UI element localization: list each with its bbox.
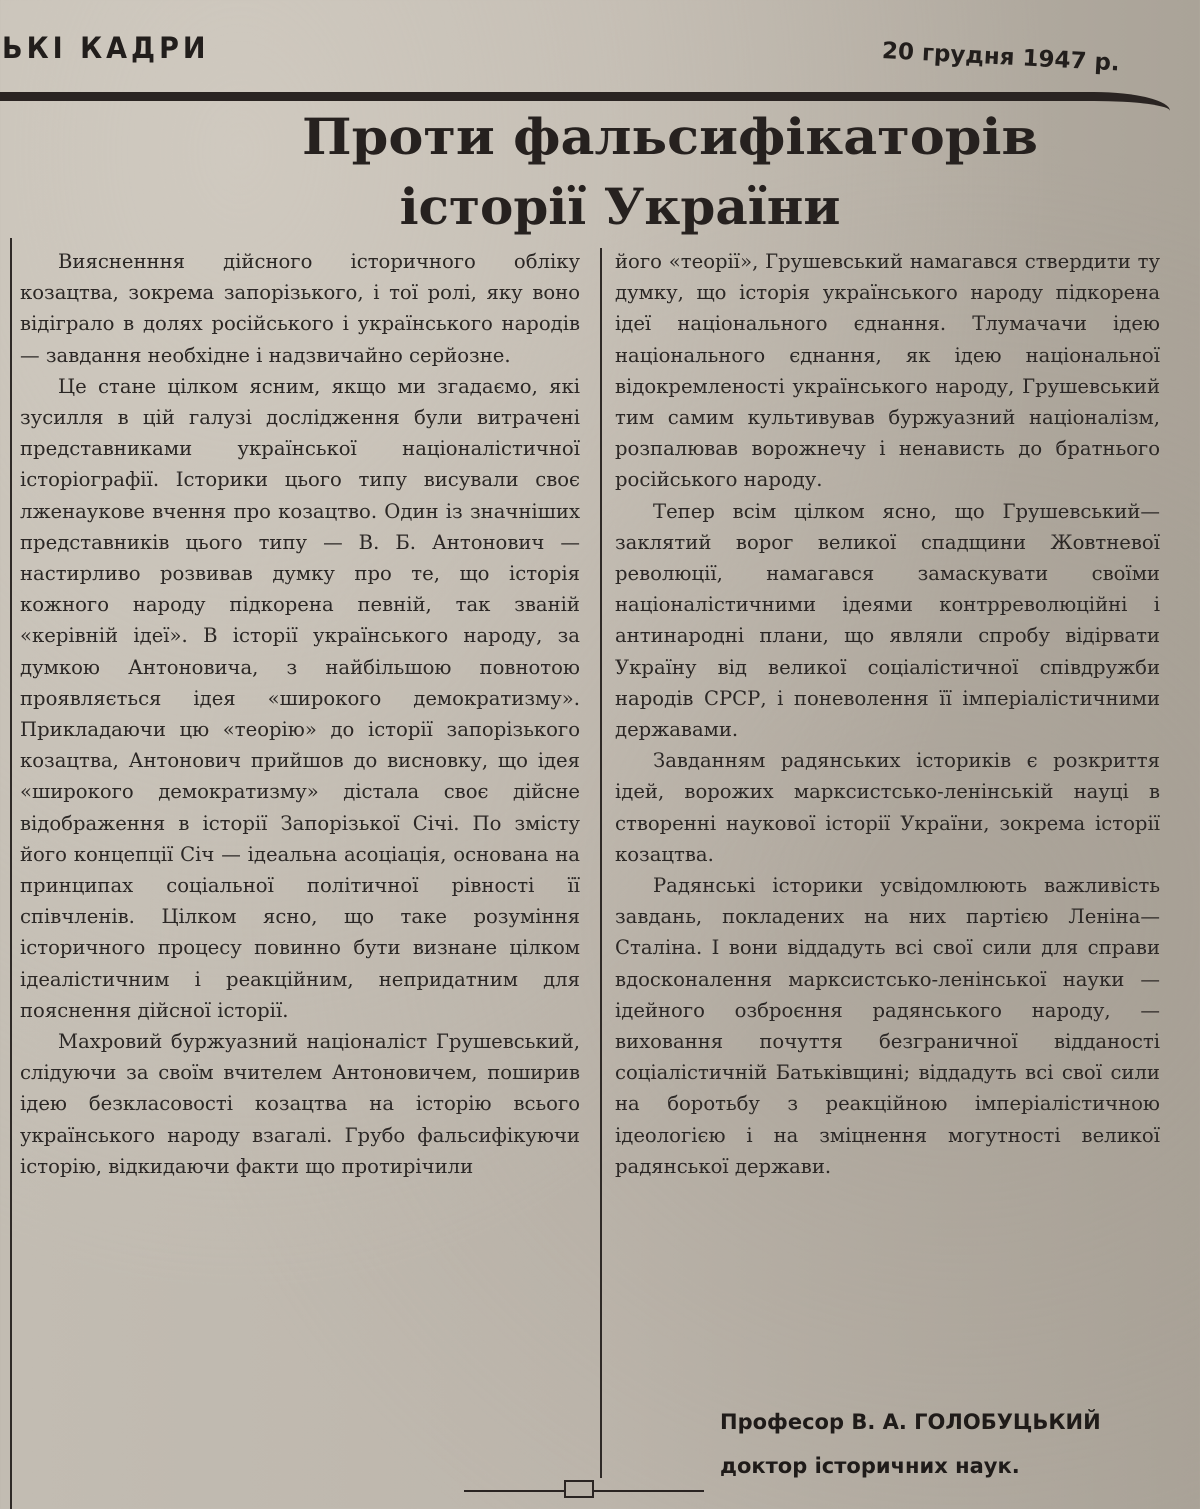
headline-line-1: Проти фальсифікаторів bbox=[302, 107, 1038, 166]
paragraph: Завданням радянських істориків є розкриття ідей, ворожих марксистсько-ленінській науці в створенні наукової історії України, зокрема історії козацтва. bbox=[615, 749, 1160, 866]
author-name: Професор В. А. ГОЛОБУЦЬКИЙ bbox=[720, 1410, 1101, 1434]
paragraph: Це стане цілком ясним, якщо ми згадаємо, які зусилля в цій галузі дослідження були витрачені представниками української націоналістичної історіографії. Історики цього типу висували своє лженаукове вчення про козацтво. Один із значніших представників цього типу — В. Б. Антонович — настирливо розвивав думку про те, що історія кожного народу підкорена певній, так званій «керівній ідеї». В історії українського народу, за думкою Антоновича, з найбільшою повнотою проявляється ідея «широкого демократизму». Прикладаючи цю «теорію» до історії запорізького козацтва, Антонович прийшов до висновку, що ідея «широкого демократизму» дістала своє дійсне відображення в історії Запорізької Січі. По змісту його концепції Січ — ідеальна асоціація, основана на принципах соціальної політичної рівності її співчленів. Цілком ясно, що таке розуміння історичного процесу повинно бути визнане цілком ідеалістичним і реакційним, непридатним для пояснення дійсної історії. bbox=[20, 374, 580, 1022]
masthead bbox=[0, 30, 1200, 90]
left-column bbox=[20, 246, 580, 1182]
left-column-rule bbox=[10, 238, 12, 1509]
paragraph: Радянські історики усвідомлюють важливість завдань, покладених на них партією Леніна—Сталіна. І вони віддадуть всі свої сили для справи вдосконалення марксистсько-ленінської науки — ідейного озброєння радянського народу, — виховання почуття безграничної відданості соціалістичній Батьківщині; віддадуть всі свої сили на боротьбу з реакційною імперіалістичною ідеологією і на зміцнення могутності великої радянської держави. bbox=[615, 874, 1160, 1178]
paragraph: його «теорії», Грушевський намагався ствердити ту думку, що історія українського народу підкорена ідеї національного єднання. Тлумачачи ідею національного єднання, як ідею національної відокремленості українського народу, Грушевський тим самим культивував буржуазний націоналізм, розпалював ворожнечу і ненависть до братнього російського народу. bbox=[615, 250, 1160, 492]
author-degree: доктор історичних наук. bbox=[720, 1454, 1020, 1478]
article-headline bbox=[0, 102, 1200, 242]
issue-date: 20 грудня 1947 р. bbox=[881, 38, 1121, 77]
headline-line-2: історії України bbox=[399, 177, 841, 236]
paragraph: Виясненння дійсного історичного обліку козацтва, зокрема запорізького, і тої ролі, яку воно відіграло в долях російського і українського народів — завдання необхідне і надзвичайно серйозне. bbox=[20, 250, 580, 367]
newspaper-name: ЬКІ КАДРИ bbox=[2, 31, 210, 66]
paragraph: Махровий буржуазний націоналіст Грушевський, слідуючи за своїм вчителем Антоновичем, поширив ідею безкласовості козацтва на історію всього українського народу взагалі. Грубо фальсифікуючи історію, відкидаючи факти що протирічили bbox=[20, 1030, 580, 1178]
center-column-rule bbox=[600, 248, 602, 1478]
right-column bbox=[615, 246, 1160, 1182]
ornament-icon bbox=[564, 1480, 594, 1498]
end-of-article-mark bbox=[464, 1490, 704, 1492]
paragraph: Тепер всім цілком ясно, що Грушевський—заклятий ворог великої спадщини Жовтневої революції, намагався замаскувати своїми націоналістичними ідеями контрреволюційні і антинародні плани, що являли спробу відірвати Україну від великої соціалістичної співдружби народів СРСР, і поневолення її імперіалістичними державами. bbox=[615, 499, 1160, 742]
author-signature bbox=[720, 1400, 1101, 1488]
